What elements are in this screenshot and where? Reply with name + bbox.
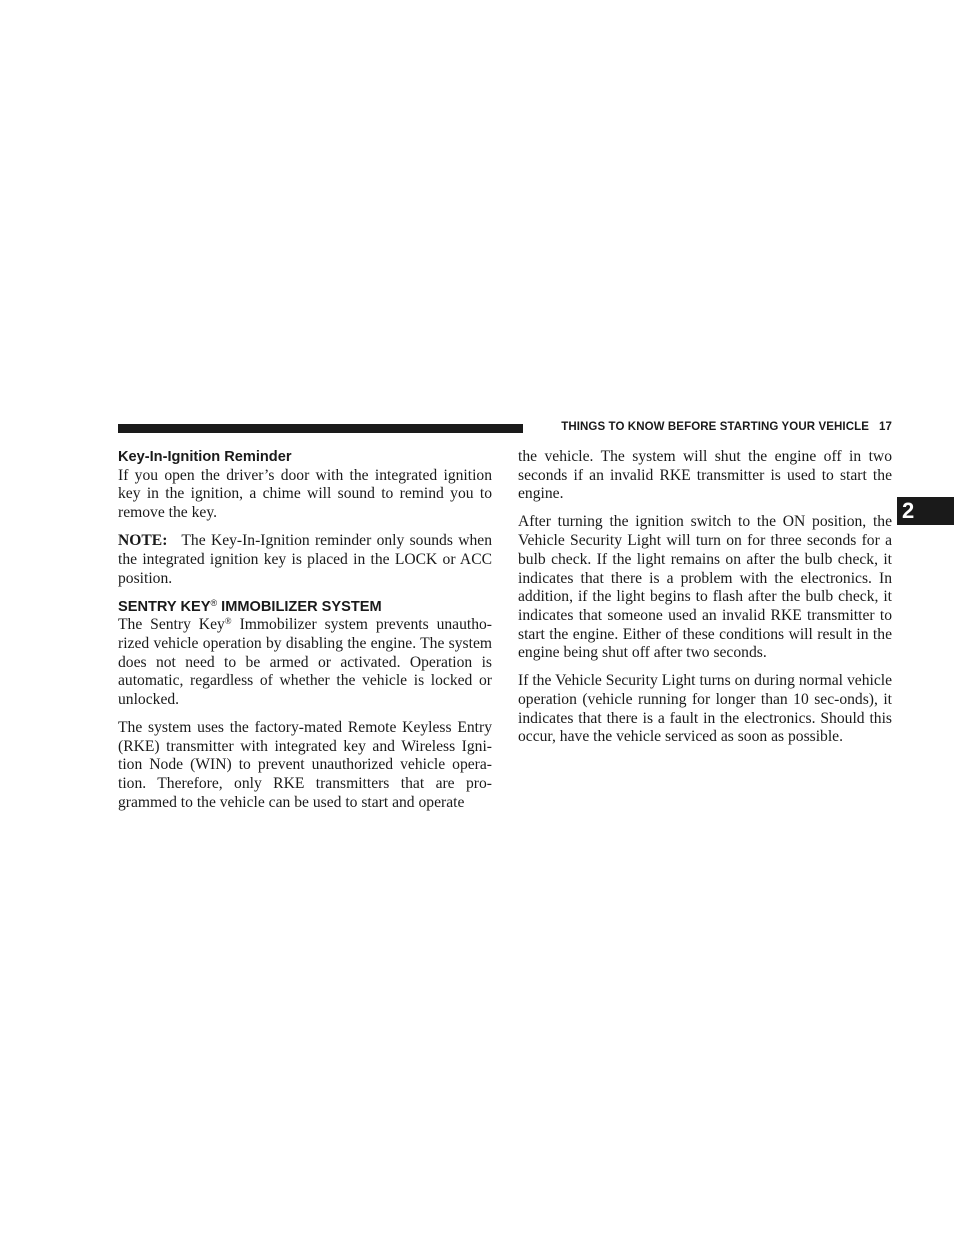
sentry-intro-part2: Immobilizer system prevents unautho-rized vehicle operation by disabling the engine. The system does not need to be armed or activated. Operation is automatic, regardless of whether the vehicle is locked or unlocked. <box>118 616 493 709</box>
chapter-number: 2 <box>902 498 915 523</box>
sentry-intro-part1: The Sentry Key <box>118 616 225 634</box>
paragraph-security-light-fault: If the Vehicle Security Light turns on during normal vehicle operation (vehicle running for longer than 10 sec-onds), it indicates that there is a fault in the electronics. Should this occur, have the vehicle serviced as soon as possible. <box>518 672 892 746</box>
running-title: THINGS TO KNOW BEFORE STARTING YOUR VEHICLE <box>561 421 869 433</box>
paragraph-rke-transmitter: The system uses the factory-mated Remote Keyless Entry (RKE) transmitter with integrated key and Wireless Igni-tion Node (WIN) to prevent unauthorized vehicle opera-tion. Therefore, only RKE transmitters that are pro-grammed to the vehicle can be used to start and operate <box>118 719 492 811</box>
paragraph-engine-shutoff: the vehicle. The system will shut the engine off in two seconds if an invalid RKE transmitter is used to start the engine. <box>518 448 892 503</box>
heading-sentry-key <box>118 598 492 617</box>
running-header <box>533 420 892 435</box>
registered-mark: ® <box>224 616 232 627</box>
heading-sentry-key-part1: SENTRY KEY <box>118 598 211 615</box>
note-paragraph <box>118 532 492 588</box>
paragraph-bulb-check: After turning the ignition switch to the ON position, the Vehicle Security Light will turn on for three seconds for a bulb check. If the light remains on after the bulb check, it indicates that there is a problem with the electronics. In addition, if the light begins to flash after the bulb check, it indicates that someone used an invalid RKE transmitter to start the engine. Either of these conditions will result in the engine being shut off after two seconds. <box>518 513 892 662</box>
right-column <box>518 448 892 756</box>
registered-mark: ® <box>210 597 218 608</box>
heading-sentry-key-part2: IMMOBILIZER SYSTEM <box>217 598 382 615</box>
chapter-tab <box>897 497 954 525</box>
paragraph-sentry-key-intro <box>118 616 492 710</box>
left-column <box>118 448 492 822</box>
paragraph-key-reminder: If you open the driver’s door with the integrated ignition key in the ignition, a chime will sound to remind you to remove the key. <box>118 466 492 522</box>
page-number: 17 <box>879 421 892 433</box>
header-rule <box>118 424 523 433</box>
heading-key-in-ignition: Key-In-Ignition Reminder <box>118 449 292 465</box>
note-text: The Key-In-Ignition reminder only sounds when the integrated ignition key is placed in the LOCK or ACC position. <box>118 532 492 587</box>
note-label: NOTE: <box>118 532 168 550</box>
